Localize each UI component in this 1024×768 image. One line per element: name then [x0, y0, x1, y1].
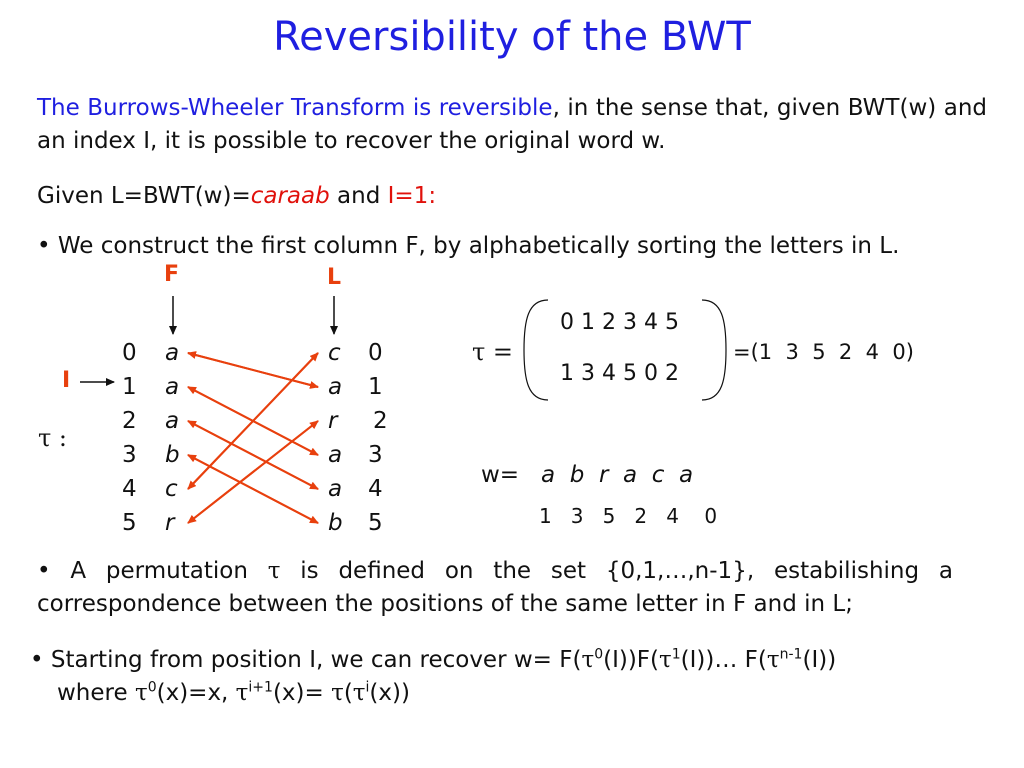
index-i-label: I — [62, 368, 71, 393]
mapping-arrow — [188, 353, 318, 387]
right-index: 4 — [368, 476, 383, 502]
tau-symbol: τ — [267, 558, 281, 584]
tau-symbol: τ — [331, 680, 344, 706]
intro-highlight: The Burrows-Wheeler Transform is reversible — [37, 95, 553, 121]
right-index: 5 — [368, 510, 383, 536]
l-column-label: L — [327, 265, 342, 290]
text: (x)) — [369, 680, 410, 706]
left-index: 4 — [122, 476, 137, 502]
tau-label: τ : — [38, 424, 67, 452]
w-letters: a b r a c a — [541, 462, 694, 488]
text: ( — [343, 680, 353, 706]
mapping-arrow — [188, 455, 318, 523]
mapping-arrow — [188, 421, 318, 489]
superscript: 0 — [147, 679, 157, 696]
bullet2-text: is defined on the set {0,1,…,n-1}, estabilishing a correspondence between the positions of the same letter in F and in L; — [37, 558, 954, 617]
text: where — [57, 680, 135, 706]
right-index: 1 — [368, 374, 383, 400]
given-index: I=1: — [387, 183, 437, 209]
l-letter: a — [328, 374, 343, 400]
superscript: 0 — [594, 646, 604, 663]
tau-symbol: τ — [235, 680, 249, 706]
f-letter: a — [165, 340, 180, 366]
l-letter: b — [328, 510, 343, 536]
l-letter: a — [328, 442, 343, 468]
l-letter: a — [328, 476, 343, 502]
bullet2-text: • A permutation — [37, 558, 268, 584]
mapping-arrow — [188, 353, 318, 489]
left-index: 5 — [122, 510, 137, 536]
f-column — [165, 336, 185, 540]
l-column — [328, 336, 348, 540]
w-positions: 1 3 5 2 4 0 — [539, 504, 718, 528]
right-index-column — [368, 336, 392, 540]
left-index: 0 — [122, 340, 137, 366]
bullet3-line2 — [30, 677, 990, 710]
superscript: i+1 — [248, 679, 273, 696]
w-prefix: w= — [481, 462, 520, 488]
left-index: 2 — [122, 408, 137, 434]
right-index: 3 — [368, 442, 383, 468]
tau-symbol: τ — [352, 680, 366, 706]
mapping-arrows — [188, 353, 318, 523]
tau-equals: τ = — [472, 338, 514, 366]
f-column-label: F — [164, 262, 180, 287]
l-letter: c — [328, 340, 341, 366]
left-index-column — [122, 336, 142, 540]
bullet3-line1 — [30, 644, 990, 677]
superscript: 1 — [671, 646, 681, 663]
given-word: caraab — [250, 183, 330, 209]
left-index: 3 — [122, 442, 137, 468]
f-letter: c — [165, 476, 178, 502]
bullet-construct-f: • We construct the first column F, by alphabetically sorting the letters in L. — [37, 233, 900, 259]
permutation-bottom-row: 1 3 4 5 0 2 — [560, 361, 679, 386]
given-and: and — [329, 183, 388, 209]
text: (I)) — [802, 647, 837, 673]
tau-symbol: τ — [581, 647, 595, 673]
f-letter: a — [165, 374, 180, 400]
mapping-arrow — [188, 421, 318, 523]
left-index: 1 — [122, 374, 137, 400]
f-letter: r — [165, 510, 175, 536]
superscript: i — [365, 679, 370, 696]
superscript: n-1 — [779, 646, 803, 663]
l-letter: r — [328, 408, 338, 434]
permutation-top-row: 0 1 2 3 4 5 — [560, 310, 679, 335]
given-prefix: Given L=BWT(w)= — [37, 183, 251, 209]
bullet-permutation — [37, 555, 953, 621]
text: (x)= — [272, 680, 332, 706]
page-title: Reversibility of the BWT — [273, 14, 751, 60]
right-index: 2 — [373, 408, 388, 434]
text: (I))… F( — [680, 647, 767, 673]
intro-rest: , in the sense that, given BWT(w) and an index I, it is possible to recover the original word w. — [37, 95, 987, 154]
right-index: 0 — [368, 340, 383, 366]
f-letter: b — [165, 442, 180, 468]
permutation-cycle: =(1 3 5 2 4 0) — [733, 340, 914, 364]
left-paren — [524, 300, 548, 400]
text: (I))F( — [603, 647, 660, 673]
tau-symbol: τ — [134, 680, 148, 706]
text: (x)=x, — [156, 680, 236, 706]
text: • Starting from position I, we can recover w= F( — [30, 647, 582, 673]
tau-symbol: τ — [659, 647, 672, 673]
f-letter: a — [165, 408, 180, 434]
right-paren — [702, 300, 726, 400]
bullet-recover — [30, 644, 990, 710]
tau-symbol: τ — [766, 647, 780, 673]
